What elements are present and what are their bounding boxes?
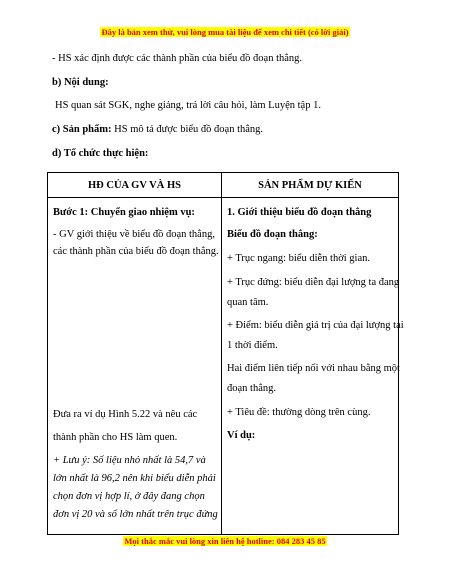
- left-text: thành phần cho HS làm quen.: [53, 432, 178, 443]
- note-text: chọn đơn vị hợp lí, ở đây đang chọn: [53, 491, 205, 502]
- note-text: đơn vị 20 và số lớn nhất trên trục đứng: [53, 509, 218, 520]
- header-teacher-student: HĐ CỦA GV VÀ HS: [48, 173, 222, 198]
- right-text: + Trục ngang: biểu diễn thời gian.: [227, 253, 371, 264]
- section-subtitle: Biểu đồ đoạn thẳng:: [227, 229, 318, 240]
- right-text: + Trục đứng: biểu diễn đại lượng ta đang: [227, 277, 400, 288]
- right-text: + Tiêu đề: thường dòng trên cùng.: [227, 407, 371, 418]
- left-cell: [48, 198, 222, 535]
- preview-banner: [0, 27, 450, 37]
- product-line: [52, 124, 263, 135]
- right-cell: [222, 198, 404, 535]
- right-text: quan tâm.: [227, 297, 269, 308]
- content-text: HS quan sát SGK, nghe giảng, trả lời câu hỏi, làm Luyện tập 1.: [55, 100, 321, 111]
- hotline-banner-text: Mọi thắc mắc vui lòng xin liên hệ hotline: 084 283 45 85: [124, 536, 326, 546]
- product-label: c) Sản phẩm:: [52, 124, 112, 135]
- product-text: HS mô tả được biểu đồ đoạn thẳng.: [111, 124, 264, 135]
- content-heading: b) Nội dung:: [52, 77, 109, 88]
- hotline-banner: [0, 536, 450, 546]
- right-text: + Điểm: biểu diễn giá trị của đại lượng tại: [227, 320, 404, 331]
- table-header-row: [48, 173, 399, 198]
- header-expected-product: SẢN PHẨM DỰ KIẾN: [222, 173, 399, 198]
- organization-heading: d) Tổ chức thực hiện:: [52, 148, 149, 159]
- step-title: Bước 1: Chuyển giao nhiệm vụ:: [53, 207, 195, 218]
- note-text: + Lưu ý: Số liệu nhỏ nhất là 54,7 và: [53, 455, 206, 466]
- left-text: các thành phần của biểu đồ đoạn thẳng.: [53, 246, 219, 257]
- left-text: - GV giới thiệu về biểu đồ đoạn thẳng,: [53, 229, 215, 240]
- right-text: Hai điểm liên tiếp nối với nhau bằng một: [227, 363, 400, 374]
- table-row: [48, 198, 399, 535]
- left-text: Đưa ra ví dụ Hình 5.22 và nêu các: [53, 409, 198, 420]
- note-text: lớn nhất là 96,2 nên khi biểu diễn phải: [53, 473, 216, 484]
- example-label: Ví dụ:: [227, 430, 256, 441]
- right-text: 1 thời điểm.: [227, 340, 278, 351]
- right-text: đoạn thẳng.: [227, 383, 276, 394]
- objective-line: - HS xác định được các thành phần của biểu đồ đoạn thẳng.: [52, 53, 303, 64]
- activity-table: [47, 172, 404, 535]
- section-title: 1. Giới thiệu biểu đồ đoạn thẳng: [227, 207, 372, 218]
- preview-banner-text: Đây là bản xem thử, vui lòng mua tài liệu để xem chi tiết (có lời giải): [101, 27, 349, 37]
